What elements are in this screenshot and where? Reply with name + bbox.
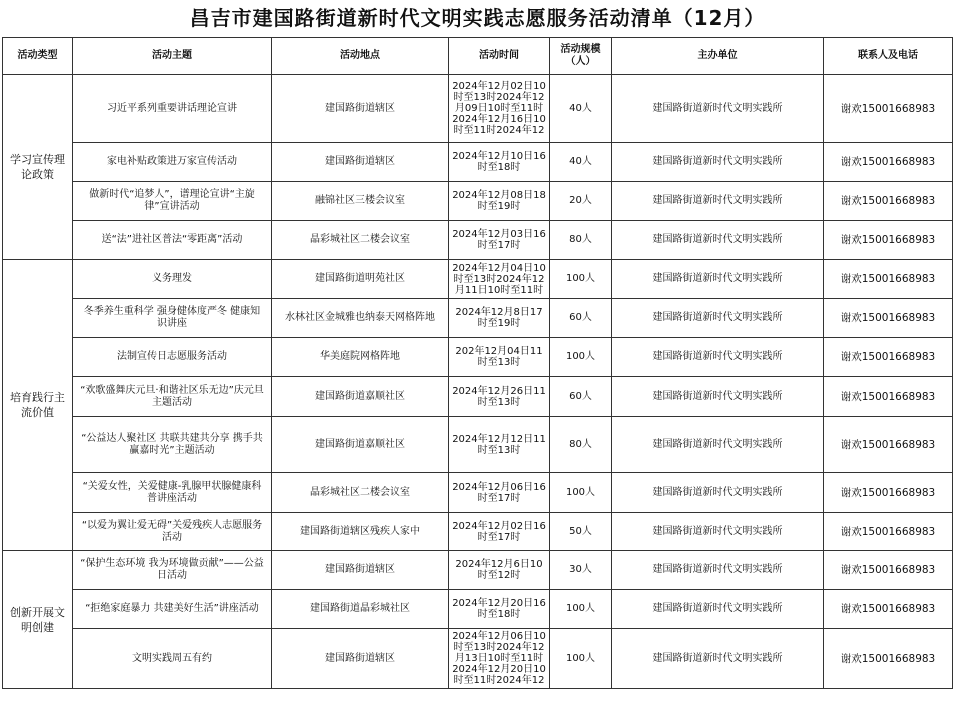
activity-time: 2024年12月20日16时至18时 xyxy=(449,590,550,629)
activity-time: 2024年12月06日10时至13时2024年12月13日10时至11时2024年12月20日10时至11时2024年12 xyxy=(449,629,550,689)
activity-scale: 40人 xyxy=(550,143,612,182)
contact-phone: 谢欢15001668983 xyxy=(824,551,953,590)
contact-phone: 谢欢15001668983 xyxy=(824,299,953,338)
activity-place: 建国路街道辖区 xyxy=(272,551,449,590)
table-row xyxy=(3,299,953,338)
activity-theme: 义务理发 xyxy=(73,260,272,299)
table-row xyxy=(3,551,953,590)
table-row xyxy=(3,182,953,221)
activity-scale: 30人 xyxy=(550,551,612,590)
header-place: 活动地点 xyxy=(272,38,449,75)
activity-scale: 100人 xyxy=(550,338,612,377)
activity-time: 2024年12月03日16时至17时 xyxy=(449,221,550,260)
header-theme: 活动主题 xyxy=(73,38,272,75)
activity-place: 融锦社区三楼会议室 xyxy=(272,182,449,221)
contact-phone: 谢欢15001668983 xyxy=(824,260,953,299)
activity-time: 2024年12月02日10时至13时2024年12月09日10时至11时2024年12月16日10时至11时2024年12 xyxy=(449,75,550,143)
activity-place: 晶彩城社区二楼会议室 xyxy=(272,473,449,513)
activity-time: 2024年12月08日18时至19时 xyxy=(449,182,550,221)
table-row xyxy=(3,143,953,182)
activity-time: 2024年12月6日10时至12时 xyxy=(449,551,550,590)
activity-place: 华美庭院网格阵地 xyxy=(272,338,449,377)
activity-scale: 60人 xyxy=(550,377,612,417)
host-organization: 建国路街道新时代文明实践所 xyxy=(612,338,824,377)
contact-phone: 谢欢15001668983 xyxy=(824,338,953,377)
activity-time: 202年12月04日11时至13时 xyxy=(449,338,550,377)
host-organization: 建国路街道新时代文明实践所 xyxy=(612,590,824,629)
activity-scale: 80人 xyxy=(550,221,612,260)
table-header-row xyxy=(3,38,953,75)
contact-phone: 谢欢15001668983 xyxy=(824,143,953,182)
host-organization: 建国路街道新时代文明实践所 xyxy=(612,182,824,221)
contact-phone: 谢欢15001668983 xyxy=(824,629,953,689)
activity-place: 建国路街道辖区残疾人家中 xyxy=(272,513,449,551)
activity-scale: 60人 xyxy=(550,299,612,338)
contact-phone: 谢欢15001668983 xyxy=(824,417,953,473)
table-row xyxy=(3,221,953,260)
activity-scale: 100人 xyxy=(550,590,612,629)
host-organization: 建国路街道新时代文明实践所 xyxy=(612,629,824,689)
header-scale: 活动规模（人） xyxy=(550,38,612,75)
activity-place: 水林社区金城雅也纳泰天网格阵地 xyxy=(272,299,449,338)
activity-scale: 100人 xyxy=(550,473,612,513)
activity-place: 建国路街道明苑社区 xyxy=(272,260,449,299)
table-row xyxy=(3,629,953,689)
contact-phone: 谢欢15001668983 xyxy=(824,377,953,417)
activity-scale: 40人 xyxy=(550,75,612,143)
activity-time: 2024年12月02日16时至17时 xyxy=(449,513,550,551)
header-type: 活动类型 xyxy=(3,38,73,75)
activity-theme: “拒绝家庭暴力 共建美好生活”讲座活动 xyxy=(73,590,272,629)
host-organization: 建国路街道新时代文明实践所 xyxy=(612,260,824,299)
contact-phone: 谢欢15001668983 xyxy=(824,75,953,143)
activity-type: 培育践行主流价值 xyxy=(3,260,73,551)
activity-place: 建国路街道嘉顺社区 xyxy=(272,377,449,417)
table-row xyxy=(3,473,953,513)
host-organization: 建国路街道新时代文明实践所 xyxy=(612,513,824,551)
host-organization: 建国路街道新时代文明实践所 xyxy=(612,417,824,473)
activity-time: 2024年12月04日10时至13时2024年12月11日10时至11时 xyxy=(449,260,550,299)
contact-phone: 谢欢15001668983 xyxy=(824,473,953,513)
table-row xyxy=(3,590,953,629)
activity-theme: 冬季养生重科学 强身健体度严冬 健康知识讲座 xyxy=(73,299,272,338)
table-row xyxy=(3,377,953,417)
host-organization: 建国路街道新时代文明实践所 xyxy=(612,551,824,590)
header-contact: 联系人及电话 xyxy=(824,38,953,75)
activity-theme: “以爱为翼让爱无碍”关爱残疾人志愿服务活动 xyxy=(73,513,272,551)
activity-theme: 习近平系列重要讲话理论宣讲 xyxy=(73,75,272,143)
activity-time: 2024年12月10日16时至18时 xyxy=(449,143,550,182)
activity-place: 建国路街道辖区 xyxy=(272,75,449,143)
activity-place: 建国路街道辖区 xyxy=(272,629,449,689)
host-organization: 建国路街道新时代文明实践所 xyxy=(612,473,824,513)
activity-type: 创新开展文明创建 xyxy=(3,551,73,689)
activity-theme: 送“法”进社区普法“零距离”活动 xyxy=(73,221,272,260)
table-row xyxy=(3,260,953,299)
host-organization: 建国路街道新时代文明实践所 xyxy=(612,299,824,338)
header-org: 主办单位 xyxy=(612,38,824,75)
activity-time: 2024年12月26日11时至13时 xyxy=(449,377,550,417)
host-organization: 建国路街道新时代文明实践所 xyxy=(612,75,824,143)
activity-table xyxy=(2,37,953,689)
table-row xyxy=(3,513,953,551)
activity-theme: 文明实践周五有约 xyxy=(73,629,272,689)
activity-time: 2024年12月12日11时至13时 xyxy=(449,417,550,473)
table-row xyxy=(3,338,953,377)
activity-scale: 80人 xyxy=(550,417,612,473)
host-organization: 建国路街道新时代文明实践所 xyxy=(612,221,824,260)
activity-theme: 做新时代“追梦人”，谱理论宣讲“主旋律”宣讲活动 xyxy=(73,182,272,221)
activity-scale: 100人 xyxy=(550,260,612,299)
activity-time: 2024年12月8日17时至19时 xyxy=(449,299,550,338)
activity-theme: 法制宣传日志愿服务活动 xyxy=(73,338,272,377)
host-organization: 建国路街道新时代文明实践所 xyxy=(612,143,824,182)
activity-place: 晶彩城社区二楼会议室 xyxy=(272,221,449,260)
activity-place: 建国路街道嘉顺社区 xyxy=(272,417,449,473)
activity-time: 2024年12月06日16时至17时 xyxy=(449,473,550,513)
contact-phone: 谢欢15001668983 xyxy=(824,590,953,629)
activity-scale: 50人 xyxy=(550,513,612,551)
activity-theme: “欢歌盛舞庆元旦·和谐社区乐无边”庆元旦主题活动 xyxy=(73,377,272,417)
contact-phone: 谢欢15001668983 xyxy=(824,513,953,551)
activity-scale: 100人 xyxy=(550,629,612,689)
host-organization: 建国路街道新时代文明实践所 xyxy=(612,377,824,417)
header-time: 活动时间 xyxy=(449,38,550,75)
activity-place: 建国路街道晶彩城社区 xyxy=(272,590,449,629)
contact-phone: 谢欢15001668983 xyxy=(824,221,953,260)
contact-phone: 谢欢15001668983 xyxy=(824,182,953,221)
page-title: 昌吉市建国路街道新时代文明实践志愿服务活动清单（12月） xyxy=(189,6,766,30)
activity-theme: “公益达人聚社区 共联共建共分享 携手共赢嘉时光”主题活动 xyxy=(73,417,272,473)
activity-theme: 家电补贴政策进万家宣传活动 xyxy=(73,143,272,182)
table-row xyxy=(3,417,953,473)
activity-theme: “保护生态环境 我为环境做贡献”——公益日活动 xyxy=(73,551,272,590)
activity-theme: “关爱女性，关爱健康-乳腺甲状腺健康科普讲座活动 xyxy=(73,473,272,513)
activity-type: 学习宣传理论政策 xyxy=(3,75,73,260)
activity-scale: 20人 xyxy=(550,182,612,221)
table-row xyxy=(3,75,953,143)
activity-place: 建国路街道辖区 xyxy=(272,143,449,182)
